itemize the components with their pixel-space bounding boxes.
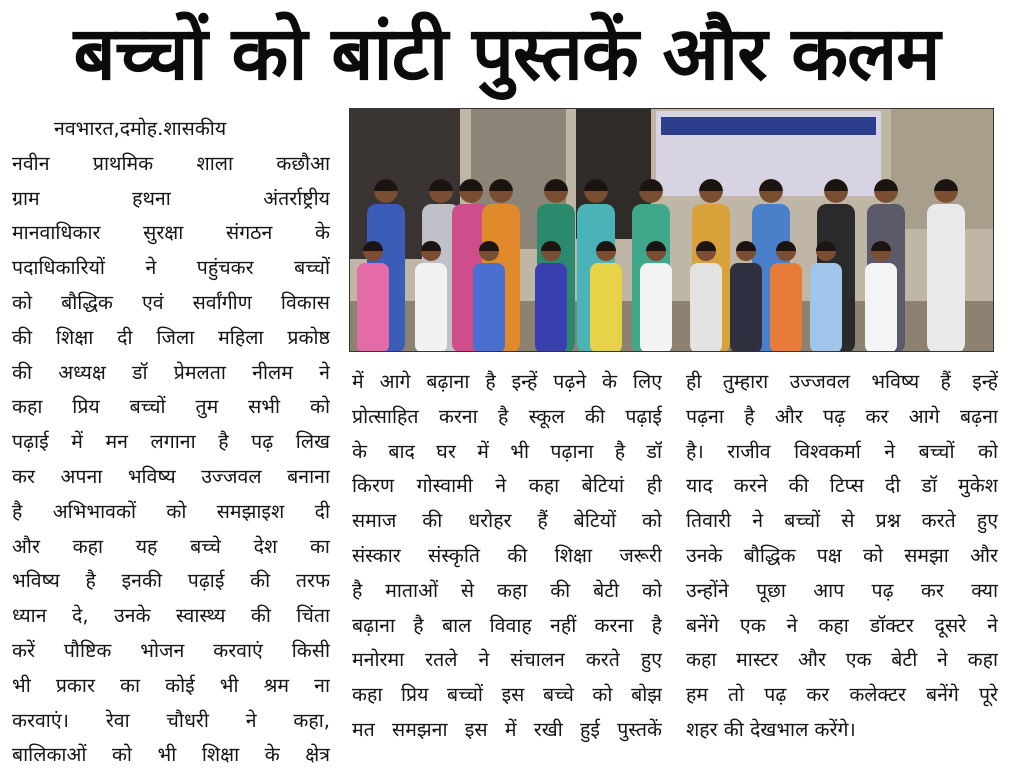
- article-line: पढ़ना है और पढ़ कर आगे बढ़ना: [686, 404, 998, 428]
- article-line: बढ़ाना है बाल विवाह नहीं करना है: [352, 613, 662, 637]
- article-column-2: [352, 365, 662, 748]
- group-photo-image: [350, 109, 994, 352]
- headline: बच्चों को बांटी पुस्तकें और कलम: [73, 11, 940, 97]
- article-line: पढ़ाई में मन लगाना है पढ़ लिख: [12, 430, 330, 454]
- article-line: कहा मास्टर और एक बेटी ने कहा: [686, 648, 998, 672]
- article-line: मत समझना इस में रखी हुई पुस्तकें: [352, 717, 662, 741]
- article-line: संस्कार संस्कृति की शिक्षा जरूरी: [352, 543, 662, 567]
- article-line: कहा प्रिय बच्चों इस बच्चे को बोझ: [352, 683, 662, 707]
- article-line: भविष्य है इनकी पढ़ाई की तरफ: [12, 569, 330, 593]
- adult-figure: [927, 179, 965, 352]
- article-line: उनके बौद्धिक पक्ष को समझा और: [686, 543, 998, 567]
- article-line: और कहा यह बच्चे देश का: [12, 534, 330, 558]
- article-line: को बौद्धिक एवं सर्वांगीण विकास: [12, 290, 330, 314]
- article-line: की शिक्षा दी जिला महिला प्रकोष्ठ: [12, 325, 330, 349]
- article-line: तिवारी ने बच्चों से प्रश्न करते हुए: [686, 509, 998, 533]
- article-line: मनोरमा रतले ने संचालन करते हुए: [352, 648, 662, 672]
- article-line: करवाएं। रेवा चौधरी ने कहा,: [12, 708, 330, 732]
- article-line: है माताओं से कहा की बेटी को: [352, 578, 662, 602]
- article-line: कहा प्रिय बच्चों तुम सभी को: [12, 395, 330, 419]
- article-line: हम तो पढ़ कर कलेक्टर बनेंगे पूरे: [686, 683, 998, 707]
- article-line: ही तुम्हारा उज्जवल भविष्य हैं इन्हें: [686, 370, 998, 393]
- article-line: है अभिभावकों को समझाइश दी: [12, 499, 330, 523]
- article-line: भी प्रकार का कोई भी श्रम ना: [12, 673, 330, 697]
- article-line: नवीन प्राथमिक शाला कछौआ: [12, 151, 330, 175]
- news-photo: [349, 108, 994, 352]
- article-line: उन्होंने पूछा आप पढ़ कर क्या: [686, 578, 998, 602]
- article-line: की अध्यक्ष डॉ प्रेमलता नीलम ने: [12, 360, 330, 384]
- article-line: शहर की देखभाल करेंगे।: [686, 717, 856, 741]
- article-line: बनेंगे एक ने कहा डॉक्टर दूसरे ने: [686, 613, 998, 637]
- article-line: में आगे बढ़ाना है इन्हें पढ़ने के लिए: [352, 370, 662, 393]
- article-line: बालिकाओं को भी शिक्षा के क्षेत्र: [12, 743, 330, 767]
- article-line: कर अपना भविष्य उज्जवल बनाना: [12, 464, 330, 488]
- article-line: किरण गोस्वामी ने कहा बेटियां ही: [352, 474, 662, 498]
- article-line: मानवाधिकार सुरक्षा संगठन के: [12, 221, 330, 245]
- banner-strip: [661, 117, 876, 135]
- article-line: समाज की धरोहर हैं बेटियों को: [352, 509, 662, 533]
- article-line: नवभारत,दमोह.शासकीय: [54, 117, 227, 140]
- article-line: प्रोत्साहित करना है स्कूल की पढ़ाई: [352, 404, 662, 428]
- article-line: ध्यान दे, उनके स्वास्थ्य की चिंता: [12, 604, 330, 628]
- article-column-3: [686, 365, 998, 748]
- article-line: करें पौष्टिक भोजन करवाएं किसी: [12, 638, 330, 662]
- article-line: ग्राम हथना अंतर्राष्ट्रीय: [12, 186, 330, 210]
- article-line: है। राजीव विश्वकर्मा ने बच्चों को: [686, 439, 998, 463]
- article-column-1: [12, 112, 330, 773]
- article-line: याद करने की टिप्स दी डॉ मुकेश: [686, 474, 998, 498]
- article-line: के बाद घर में भी पढ़ाना है डॉ: [352, 439, 662, 463]
- article-line: पदाधिकारियों ने पहुंचकर बच्चों: [12, 256, 330, 280]
- people-group: [357, 179, 965, 352]
